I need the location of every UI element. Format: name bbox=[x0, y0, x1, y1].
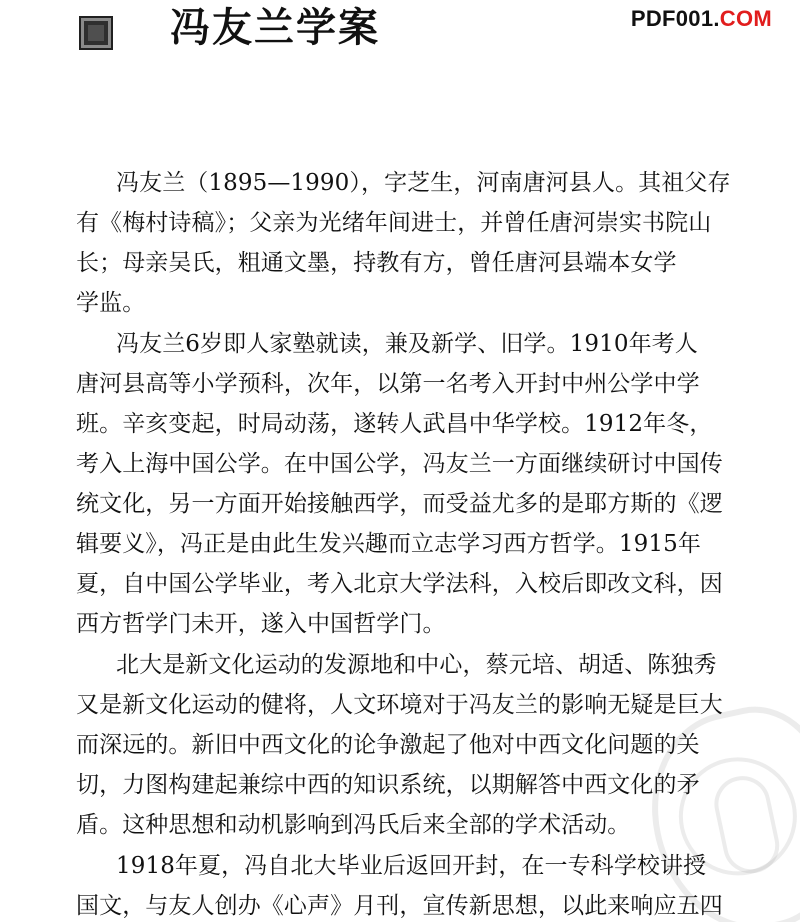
text-line: 统文化，另一方面开始接触西学，而受益尤多的是耶方斯的《逻 bbox=[76, 491, 723, 517]
text-line: 夏，自中国公学毕业，考入北京大学法科，入校后即改文科，因 bbox=[76, 571, 723, 597]
watermark-text-part1: PDF001. bbox=[630, 6, 720, 31]
text-line: 冯友兰（1895—1990），字芝生，河南唐河县人。其祖父存 bbox=[116, 170, 731, 196]
text-line: 国文，与友人创办《心声》月刊，宣传新思想，以此来响应五四 bbox=[76, 893, 723, 919]
text-line: 西方哲学门未开，遂入中国哲学门。 bbox=[76, 611, 446, 637]
page-title: 冯友兰学案 bbox=[170, 5, 380, 51]
text-line: 盾。这种思想和动机影响到冯氏后来全部的学术活动。 bbox=[76, 812, 631, 838]
text-line: 学监。 bbox=[76, 290, 146, 316]
text-line: 有《梅村诗稿》；父亲为光绪年间进士，并曾任唐河崇实书院山 bbox=[76, 210, 712, 236]
text-line: 长；母亲吴氏，粗通文墨，持教有方，曾任唐河县端本女学 bbox=[76, 250, 677, 276]
text-line: 唐河县高等小学预科，次年，以第一名考入开封中州公学中学 bbox=[76, 371, 700, 397]
text-line: 又是新文化运动的健将，人文环境对于冯友兰的影响无疑是巨大 bbox=[76, 692, 723, 718]
text-line: 切，力图构建起兼综中西的知识系统，以期解答中西文化的矛 bbox=[76, 772, 700, 798]
text-line: 考入上海中国公学。在中国公学，冯友兰一方面继续研讨中国传 bbox=[76, 451, 723, 477]
text-line: 北大是新文化运动的发源地和中心，蔡元培、胡适、陈独秀 bbox=[116, 652, 717, 678]
text-line: 冯友兰6岁即人家塾就读，兼及新学、旧学。1910年考人 bbox=[116, 331, 698, 357]
watermark-text-part2: COM bbox=[719, 6, 772, 31]
text-line: 班。辛亥变起，时局动荡，遂转人武昌中华学校。1912年冬， bbox=[76, 411, 713, 437]
text-line: 辑要义》，冯正是由此生发兴趣而立志学习西方哲学。1915年 bbox=[76, 531, 701, 557]
text-line: 1918年夏，冯自北大毕业后返回开封，在一专科学校讲授 bbox=[116, 853, 707, 879]
text-line: 而深远的。新旧中西文化的论争激起了他对中西文化问题的关 bbox=[76, 732, 700, 758]
